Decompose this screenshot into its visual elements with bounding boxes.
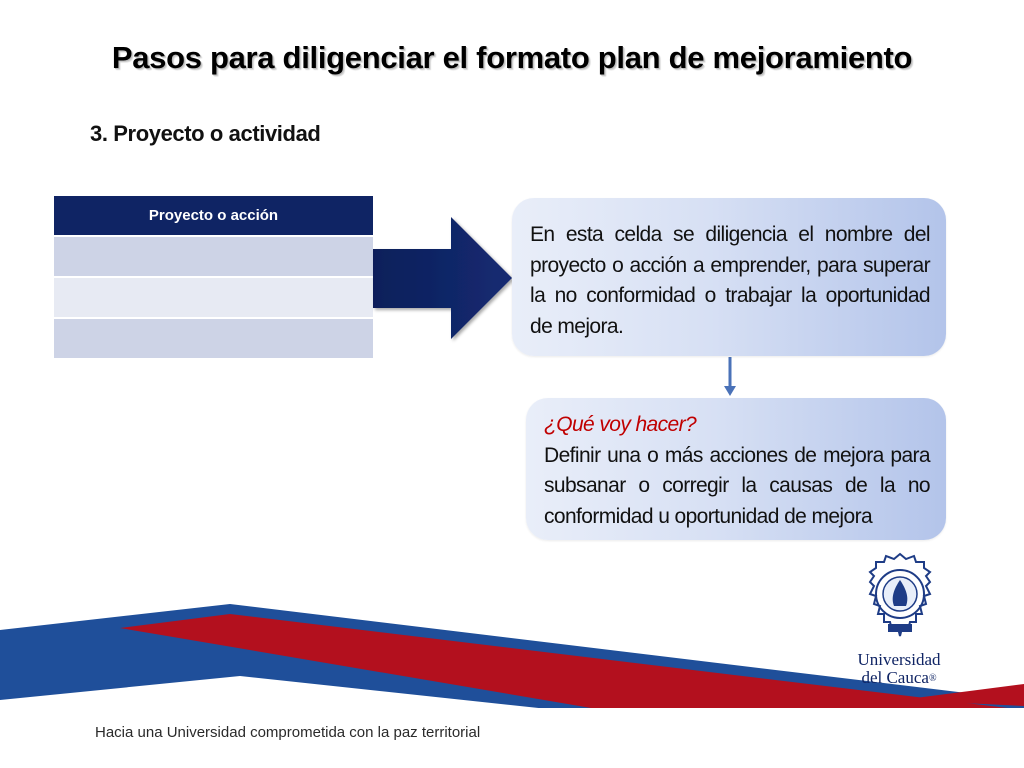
right-arrow-icon <box>373 217 512 339</box>
university-name-line2: del Cauca® <box>861 668 937 687</box>
slide-title: Pasos para diligenciar el formato plan de mejoramiento <box>111 40 913 75</box>
registered-mark: ® <box>928 673 937 685</box>
university-name <box>846 651 952 688</box>
callout-question-body <box>544 410 930 532</box>
section-subtitle: 3. Proyecto o actividad <box>90 121 321 146</box>
university-seal-icon <box>850 550 950 650</box>
question-answer: Definir una o más acciones de mejora para subsanar o corregir la causas de la no conformidad u oportunidad de mejora <box>544 443 930 528</box>
down-arrow-icon <box>724 386 736 396</box>
callout-description <box>512 198 946 356</box>
university-name-line1: Universidad <box>857 650 941 669</box>
table-header: Proyecto o acción <box>54 196 373 237</box>
callout-question <box>526 398 946 540</box>
footer-slogan: Hacia una Universidad comprometida con la paz territorial <box>95 724 481 741</box>
callout-description-text: En esta celda se diligencia el nombre del proyecto o acción a emprender, para superar la no conformidad o trabajar la oportunidad de mejora. <box>530 223 930 338</box>
question-heading: ¿Qué voy hacer? <box>544 413 697 436</box>
